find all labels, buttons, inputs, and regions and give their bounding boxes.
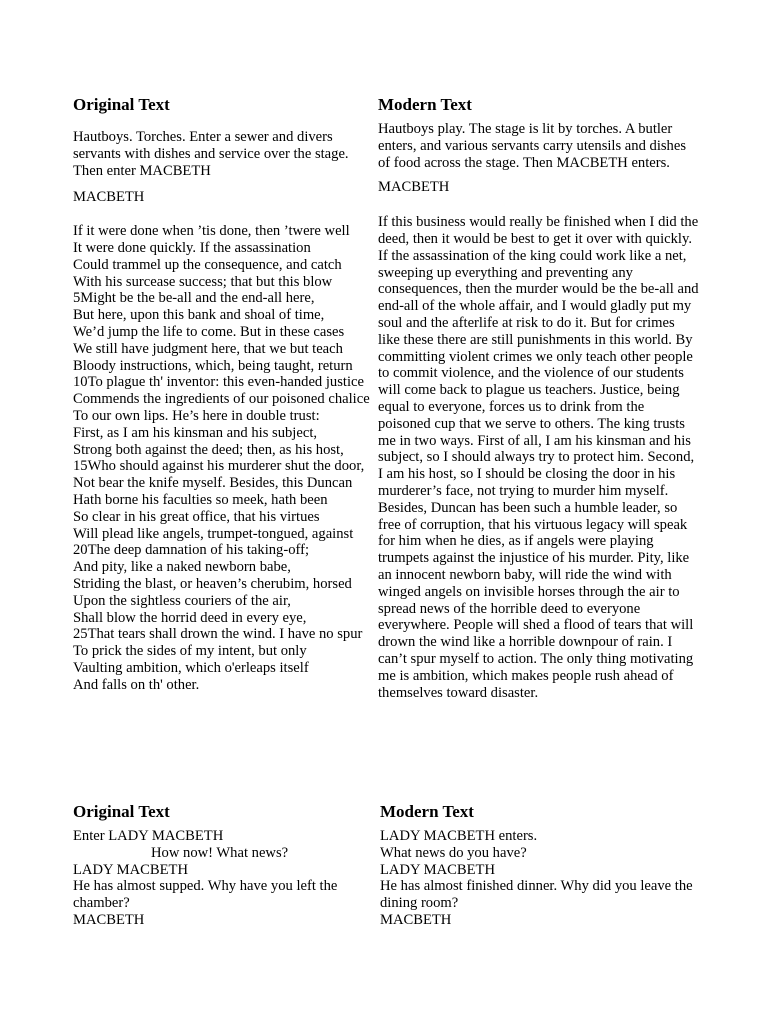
verse-line: To our own lips. He’s here in double trust: xyxy=(73,407,320,424)
verse-line: 15Who should against his murderer shut the door, xyxy=(73,458,365,475)
verse-line: Striding the blast, or heaven’s cherubim, horsed xyxy=(73,575,352,592)
verse-line: With his surcease success; that but this blow xyxy=(73,273,333,290)
dialogue-line: How now! What news? xyxy=(151,844,289,861)
dialogue-line: What news do you have? xyxy=(380,844,527,861)
verse-line: And pity, like a naked newborn babe, xyxy=(73,559,291,576)
verse-line: 25That tears shall drown the wind. I have no spur xyxy=(73,626,363,643)
verse-line: Bloody instructions, which, being taught, return xyxy=(73,357,353,374)
stage-direction: Hautboys. Torches. Enter a sewer and divers servants with dishes and service over the stage. Then enter MACBETH xyxy=(73,129,349,179)
stage-direction: Hautboys play. The stage is lit by torches. A butler enters, and various servants carry utensils and dishes of food across the stage. Then MACBETH enters. xyxy=(378,121,687,171)
verse-line: We’d jump the life to come. But in these cases xyxy=(73,323,345,340)
verse-line: To prick the sides of my intent, but only xyxy=(73,643,307,660)
original-text-heading: Original Text xyxy=(73,95,170,114)
verse-line: 5Might be the be-all and the end-all here, xyxy=(73,290,315,307)
verse-line: So clear in his great office, that his virtues xyxy=(73,508,320,525)
verse-lines xyxy=(73,223,373,693)
verse-line: But here, upon this bank and shoal of time, xyxy=(73,307,325,324)
original-text-column-1 xyxy=(73,95,373,694)
dialogue-line: He has almost finished dinner. Why did you leave the dining room? xyxy=(380,878,693,912)
verse-line: Shall blow the horrid deed in every eye, xyxy=(73,609,307,626)
verse-line: Strong both against the deed; then, as his host, xyxy=(73,441,344,458)
modern-text-heading: Modern Text xyxy=(378,95,472,114)
verse-line: We still have judgment here, that we but teach xyxy=(73,340,343,357)
verse-line: It were done quickly. If the assassination xyxy=(73,239,311,256)
verse-line: Commends the ingredients of our poisoned chalice xyxy=(73,391,370,408)
speaker-name: MACBETH xyxy=(380,911,452,928)
verse-line: First, as I am his kinsman and his subject, xyxy=(73,424,318,441)
speaker-name: MACBETH xyxy=(73,189,145,206)
stage-direction: Enter LADY MACBETH xyxy=(73,828,224,844)
original-text-heading: Original Text xyxy=(73,802,170,821)
speaker-name: LADY MACBETH xyxy=(380,861,495,878)
dialogue-line: He has almost supped. Why have you left the chamber? xyxy=(73,878,338,912)
modern-text-column-2 xyxy=(380,802,700,929)
verse-line: Could trammel up the consequence, and catch xyxy=(73,256,342,273)
verse-line: 10To plague th' inventor: this even-handed justice xyxy=(73,374,364,391)
verse-line: And falls on th' other. xyxy=(73,676,200,693)
verse-line: 20The deep damnation of his taking-off; xyxy=(73,542,310,559)
modern-text-heading: Modern Text xyxy=(380,802,474,821)
speaker-name: MACBETH xyxy=(73,911,145,928)
modern-text-column-1 xyxy=(378,95,700,701)
verse-line: If it were done when ’tis done, then ’twere well xyxy=(73,223,350,240)
verse-line: Will plead like angels, trumpet-tongued, against xyxy=(73,525,354,542)
verse-line: Not bear the knife myself. Besides, this Duncan xyxy=(73,475,353,492)
stage-direction: LADY MACBETH enters. xyxy=(380,828,538,844)
verse-line: Vaulting ambition, which o'erleaps itself xyxy=(73,659,309,676)
original-text-column-2 xyxy=(73,802,373,929)
speaker-name: LADY MACBETH xyxy=(73,861,188,878)
speaker-name: MACBETH xyxy=(378,179,450,196)
modern-paraphrase: If this business would really be finished when I did the deed, then it would be best to get it over with quickly. If the assassination of the king could work like a net, sweeping up everything and preventing any consequences, then the murder would be the be-all and end-all of the whole affair, and I would gladly put my soul and the afterlife at risk to do it. But for crimes like these there are still punishments in this world. By committing violent crimes we only teach other people to commit violence, and the violence of our students will come back to plague us teachers. Justice, being equal to everyone, forces us to drink from the poisoned cup that we serve to others. The king trusts me in two ways. First of all, I am his kinsman and his subject, so I should always try to protect him. Second, I am his host, so I should be closing the door in his murderer’s face, not trying to murder him myself. Besides, Duncan has been such a humble leader, so free of corruption, that his virtuous legacy will speak for him when he dies, as if angels were playing trumpets against the injustice of his murder. Pity, like an innocent newborn baby, will ride the wind with winged angels on invisible horses through the air to spread news of the horrible deed to everyone everywhere. People will shed a flood of tears that will drown the wind like a horrible downpour of rain. I can’t spur myself to action. The only thing motivating me is ambition, which makes people rush ahead of themselves toward disaster. xyxy=(378,214,699,701)
verse-line: Upon the sightless couriers of the air, xyxy=(73,592,291,609)
verse-line: Hath borne his faculties so meek, hath been xyxy=(73,491,328,508)
